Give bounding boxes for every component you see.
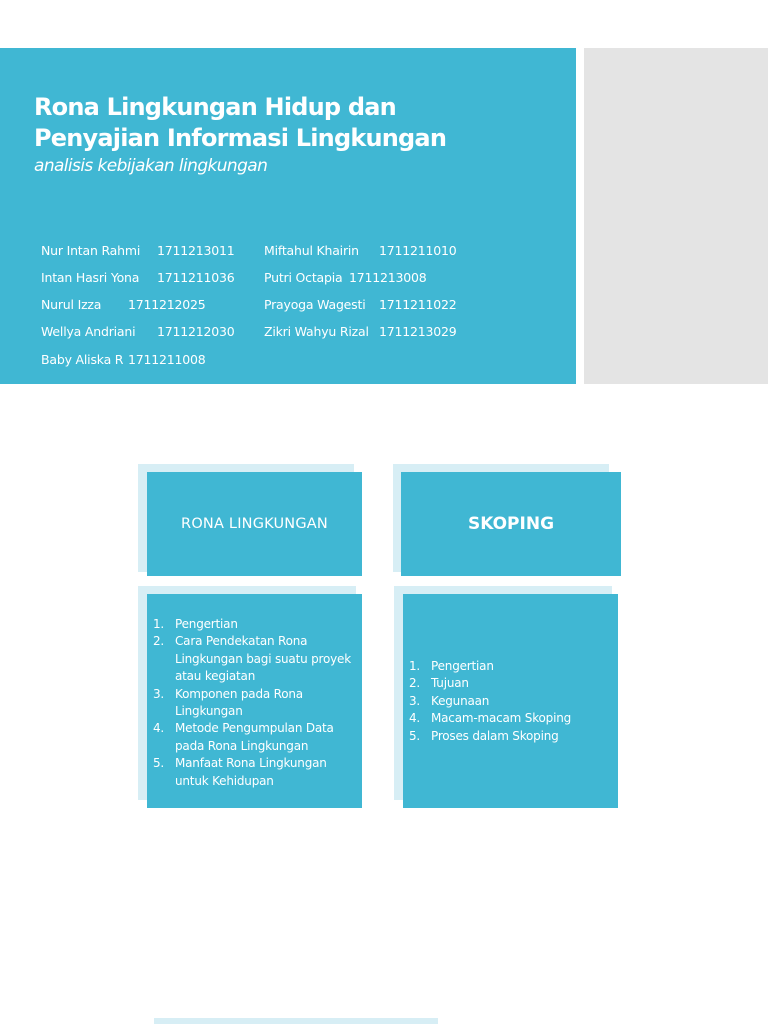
skoping-title: SKOPING [467, 514, 555, 534]
member-nim: 1711213011 [157, 243, 235, 258]
member-entry [41, 243, 235, 258]
item-text: Pengertian [175, 617, 238, 631]
member-entry [41, 270, 235, 285]
member-entry [264, 324, 457, 339]
item-text: Cara Pendekatan Rona Lingkungan bagi suatu proyek atau kegiatan [175, 634, 351, 684]
member-entry [264, 270, 427, 285]
item-number: 4. [153, 721, 165, 736]
item-number: 1. [153, 617, 165, 631]
list-item [409, 728, 614, 745]
item-text: Proses dalam Skoping [431, 728, 559, 743]
list-item [153, 686, 358, 721]
member-entry [264, 243, 457, 258]
list-item [153, 720, 358, 755]
item-number: 2. [409, 676, 421, 691]
member-name: Prayoga Wagesti [264, 297, 366, 312]
member-nim: 1711211036 [157, 270, 235, 285]
member-name: Putri Octapia [264, 270, 343, 285]
list-item [409, 710, 614, 727]
member-nim: 1711212025 [128, 297, 206, 312]
member-name: Zikri Wahyu Rizal [264, 324, 369, 339]
item-number: 1. [409, 659, 421, 673]
page-subtitle: analisis kebijakan lingkungan [34, 156, 268, 176]
item-number: 4. [409, 711, 421, 726]
member-entry [41, 352, 206, 367]
member-name: Nur Intan Rahmi [41, 243, 141, 258]
item-number: 5. [409, 728, 421, 743]
member-entry [41, 297, 206, 312]
member-nim: 1711211008 [128, 352, 206, 367]
page-title [34, 92, 554, 154]
rona-lingkungan-header-card [147, 472, 362, 576]
bottom-divider [154, 1018, 438, 1024]
rona-lingkungan-topic-list [153, 616, 358, 790]
item-number: 5. [153, 756, 165, 771]
member-nim: 1711213029 [379, 324, 457, 339]
item-text: Manfaat Rona Lingkungan untuk Kehidupan [175, 756, 327, 788]
member-nim: 1711211022 [379, 297, 457, 312]
list-item [153, 633, 358, 685]
rona-lingkungan-title: RONA LINGKUNGAN [181, 516, 328, 532]
member-name: Wellya Andriani [41, 324, 136, 339]
member-entry [41, 324, 235, 339]
title-line-1: Rona Lingkungan Hidup dan [34, 93, 396, 121]
list-item [153, 755, 358, 790]
member-name: Miftahul Khairin [264, 243, 359, 258]
side-panel [584, 48, 768, 384]
member-nim: 1711213008 [349, 270, 427, 285]
item-text: Pengertian [431, 659, 494, 673]
list-item [409, 675, 614, 692]
item-number: 3. [153, 686, 165, 701]
skoping-header-card [401, 472, 621, 576]
list-item [153, 616, 358, 633]
item-text: Tujuan [431, 676, 469, 691]
title-line-2: Penyajian Informasi Lingkungan [34, 124, 447, 152]
member-name: Baby Aliska R [41, 352, 124, 367]
list-item [409, 693, 614, 710]
item-number: 3. [409, 693, 421, 708]
member-name: Nurul Izza [41, 297, 102, 312]
member-name: Intan Hasri Yona [41, 270, 140, 285]
item-text: Komponen pada Rona Lingkungan [175, 686, 303, 719]
item-number: 2. [153, 634, 165, 649]
member-entry [264, 297, 457, 312]
item-text: Macam-macam Skoping [431, 711, 572, 726]
member-nim: 1711211010 [379, 243, 457, 258]
list-item [409, 658, 614, 675]
skoping-topic-list [409, 658, 614, 745]
item-text: Metode Pengumpulan Data pada Rona Lingkungan [175, 721, 334, 753]
item-text: Kegunaan [431, 693, 490, 708]
member-nim: 1711212030 [157, 324, 235, 339]
